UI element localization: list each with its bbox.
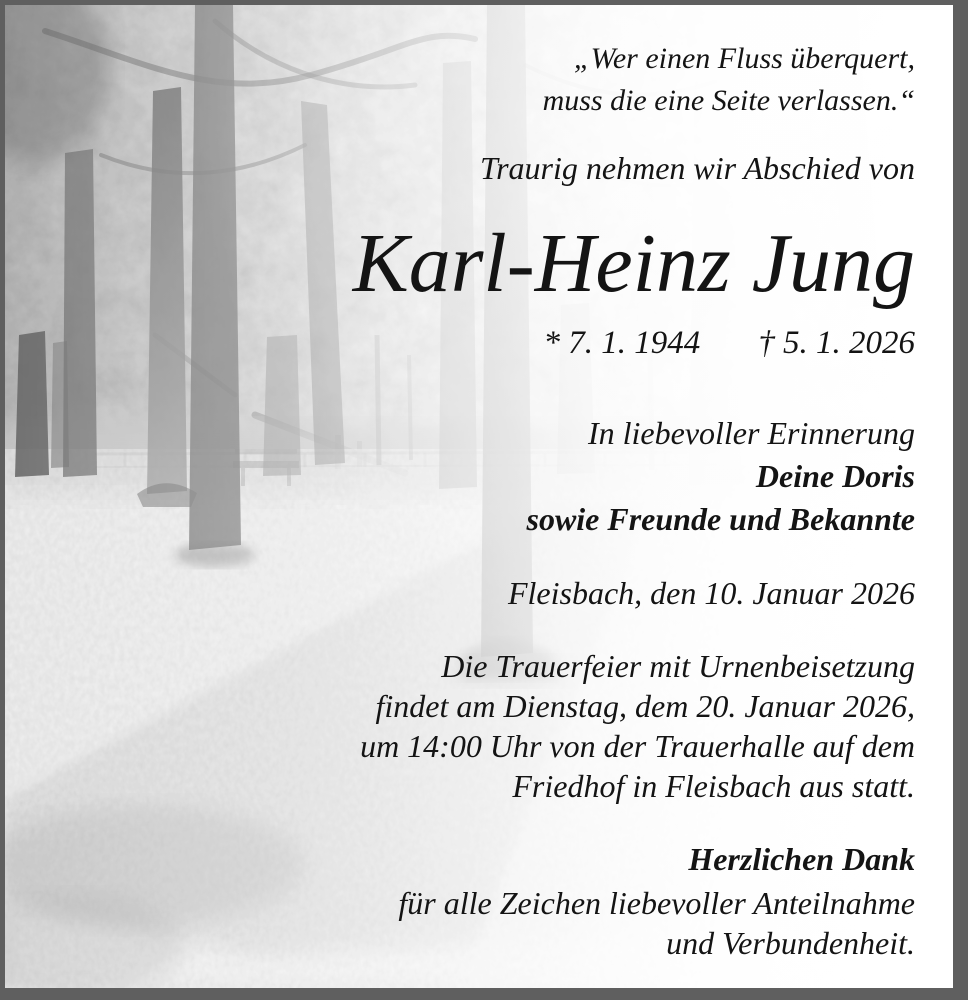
notice-card xyxy=(5,5,953,988)
intro-line: Traurig nehmen wir Abschied von xyxy=(480,150,915,186)
thanks-line: für alle Zeichen liebevoller Anteilnahme xyxy=(398,885,915,921)
quote-line: muss die eine Seite verlassen.“ xyxy=(542,84,915,117)
place-date-line: Fleisbach, den 10. Januar 2026 xyxy=(507,575,915,611)
thanks-line: und Verbundenheit. xyxy=(666,925,915,961)
birth-date: * 7. 1. 1944 xyxy=(543,325,701,361)
mourner-line: Deine Doris xyxy=(755,458,915,494)
mourner-line: sowie Freunde und Bekannte xyxy=(526,501,915,537)
service-line: Die Trauerfeier mit Urnenbeisetzung xyxy=(441,648,915,684)
life-dates xyxy=(5,322,915,364)
death-date: † 5. 1. 2026 xyxy=(758,325,915,361)
service-line: Friedhof in Fleisbach aus statt. xyxy=(512,768,915,804)
service-line: findet am Dienstag, dem 20. Januar 2026, xyxy=(375,688,915,724)
quote-line: „Wer einen Fluss überquert, xyxy=(573,42,915,75)
service-line: um 14:00 Uhr von der Trauerhalle auf dem xyxy=(360,728,915,764)
obituary-text xyxy=(5,5,915,963)
remembrance-line: In liebevoller Erinnerung xyxy=(587,415,915,451)
thanks-heading: Herzlichen Dank xyxy=(688,841,915,877)
deceased-name: Karl-Heinz Jung xyxy=(352,217,915,310)
service-paragraph xyxy=(5,646,915,806)
